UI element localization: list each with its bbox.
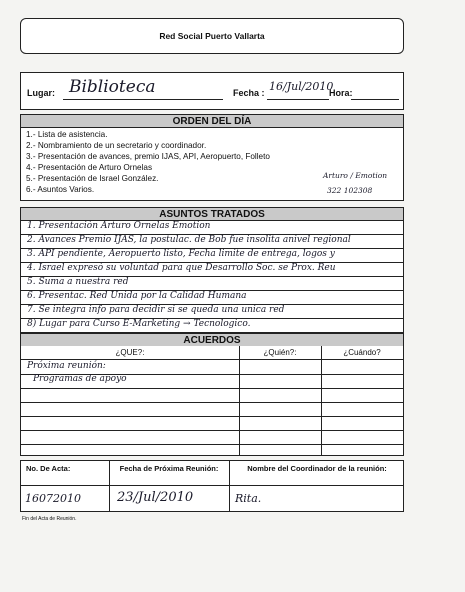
coordinator-label: Nombre del Coordinador de la reunión: (247, 464, 387, 473)
acuerdos-heading: ACUERDOS (20, 333, 404, 347)
asunto-row: 2. Avances Premio IJAS, la postulac. de Bob fue insolita anivel regional (21, 235, 403, 249)
orden-item: 6.- Asuntos Varios. (26, 185, 95, 194)
acta-value: 16072010 (25, 492, 81, 505)
acuerdo-entry: Programas de apoyo (33, 374, 127, 384)
acuerdo-entry: Próxima reunión: (27, 361, 106, 371)
coordinator-value: Rita. (235, 492, 262, 505)
lugar-value: Biblioteca (69, 77, 156, 97)
fecha-value: 16/Jul/2010 (269, 80, 334, 93)
asuntos-heading: ASUNTOS TRATADOS (20, 207, 404, 221)
asunto-row: 6. Presentac. Red Unida por la Calidad Humana (21, 291, 403, 305)
fecha-underline (267, 99, 329, 100)
asunto-row: 4. Israel expresó su voluntad para que Desarrollo Soc. se Prox. Reu (21, 263, 403, 277)
handwritten-contact-number: 322 102308 (327, 186, 373, 195)
footer-table (20, 460, 404, 512)
hora-label: Hora: (329, 88, 353, 98)
hora-underline (351, 99, 399, 100)
acta-label: No. De Acta: (26, 464, 71, 473)
asuntos-table (20, 221, 404, 333)
orden-heading: ORDEN DEL DÍA (20, 114, 404, 128)
header-box (20, 18, 404, 54)
col-que: ¿QUE?: (21, 346, 239, 360)
orden-item: 4.- Presentación de Arturo Ornelas (26, 163, 153, 172)
col-quien: ¿Quién?: (239, 346, 321, 360)
next-meeting-label: Fecha de Próxima Reunión: (119, 464, 219, 473)
lugar-label: Lugar: (27, 88, 55, 98)
col-cuando: ¿Cuándo? (321, 346, 403, 360)
orden-item: 5.- Presentación de Israel González. (26, 174, 159, 183)
fecha-label: Fecha : (233, 88, 265, 98)
asunto-row: 1. Presentación Arturo Ornelas Emotion (21, 221, 403, 235)
end-note: Fin del Acta de Reunión. (22, 516, 77, 522)
lugar-underline (63, 99, 223, 100)
acuerdos-table (20, 346, 404, 456)
orden-item: 3.- Presentación de avances, premio IJAS, API, Aeropuerto, Folleto (26, 152, 270, 161)
form-title: Red Social Puerto Vallarta (159, 31, 265, 41)
orden-item: 2.- Nombramiento de un secretario y coordinador. (26, 141, 207, 150)
orden-list (20, 128, 404, 201)
handwritten-contact-name: Arturo / Emotion (323, 171, 388, 180)
next-meeting-value: 23/Jul/2010 (117, 490, 194, 505)
asunto-row: 7. Se integra info para decidir si se queda una unica red (21, 305, 403, 319)
orden-item: 1.- Lista de asistencia. (26, 130, 108, 139)
asunto-row: 8) Lugar para Curso E-Marketing → Tecnologico. (21, 319, 403, 333)
place-date-box (20, 72, 404, 110)
asunto-row: 5. Suma a nuestra red (21, 277, 403, 291)
asunto-row: 3. API pendiente, Aeropuerto listo, Fecha limite de entrega, logos y (21, 249, 403, 263)
